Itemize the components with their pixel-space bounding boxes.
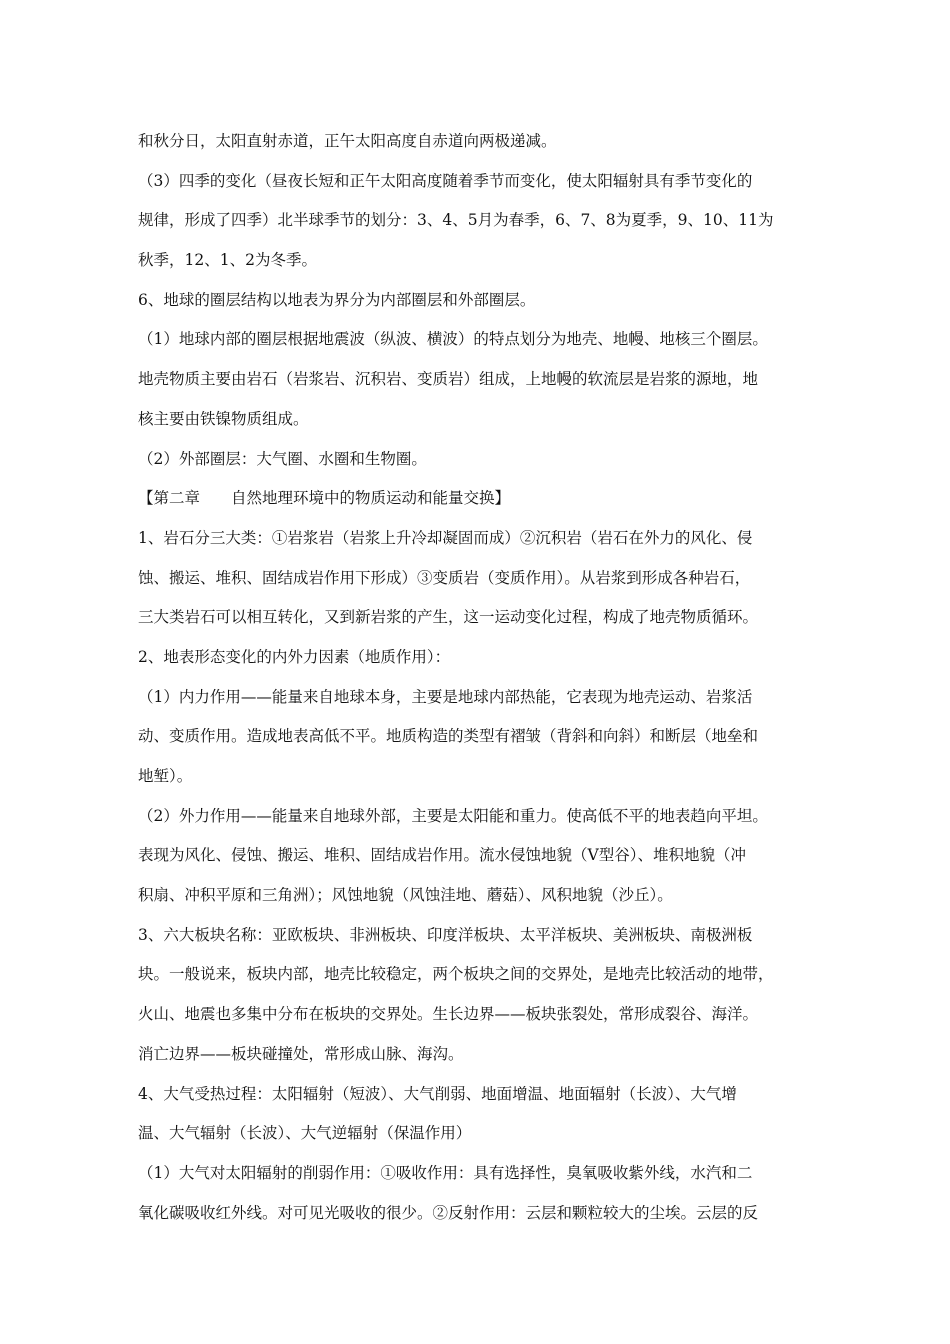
text-line: （1）内力作用——能量来自地球本身，主要是地球内部热能，它表现为地壳运动、岩浆活 — [138, 687, 753, 706]
text-line: 温、大气辐射（长波）、大气逆辐射（保温作用） — [138, 1124, 472, 1143]
text-line: 积扇、冲积平原和三角洲）；风蚀地貌（风蚀洼地、蘑菇）、风积地貌（沙丘）。 — [138, 886, 673, 905]
section-heading: 3、六大板块名称：亚欧板块、非洲板块、印度洋板块、太平洋板块、美洲板块、南极洲板 — [138, 925, 753, 944]
section-heading: 6、地球的圈层结构以地表为界分为内部圈层和外部圈层。 — [138, 290, 536, 309]
text-line: （2）外力作用——能量来自地球外部，主要是太阳能和重力。使高低不平的地表趋向平坦。 — [138, 806, 768, 825]
text-line: （3）四季的变化（昼夜长短和正午太阳高度随着季节而变化，使太阳辐射具有季节变化的 — [138, 171, 753, 190]
text-line: 核主要由铁镍物质组成。 — [138, 409, 309, 428]
text-line: 和秋分日，太阳直射赤道，正午太阳高度自赤道向两极递减。 — [138, 132, 557, 150]
section-heading: 2、地表形态变化的内外力因素（地质作用）： — [138, 647, 451, 666]
text-line: 秋季，12、1、2为冬季。 — [138, 251, 317, 270]
text-line: （1）大气对太阳辐射的削弱作用：①吸收作用：具有选择性，臭氧吸收紫外线，水汽和二 — [138, 1163, 753, 1182]
text-line: 三大类岩石可以相互转化，又到新岩浆的产生，这一运动变化过程，构成了地壳物质循环。 — [138, 608, 759, 627]
chapter-heading: 【第二章 自然地理环境中的物质运动和能量交换】 — [138, 489, 511, 508]
section-heading: 4、大气受热过程：太阳辐射（短波）、大气削弱、地面增温、地面辐射（长波）、大气增 — [138, 1084, 737, 1103]
text-line: 地壳物质主要由岩石（岩浆岩、沉积岩、变质岩）组成，上地幔的软流层是岩浆的源地，地 — [138, 370, 759, 389]
text-line: 块。一般说来，板块内部，地壳比较稳定，两个板块之间的交界处，是地壳比较活动的地带， — [138, 965, 774, 984]
text-line: 地堑）。 — [138, 767, 193, 785]
text-line: 氧化碳吸收红外线。对可见光吸收的很少。②反射作用：云层和颗粒较大的尘埃。云层的反 — [138, 1203, 759, 1222]
text-line: 表现为风化、侵蚀、搬运、堆积、固结成岩作用。流水侵蚀地貌（V型谷）、堆积地貌（冲 — [138, 846, 746, 865]
text-line: 规律，形成了四季）北半球季节的划分：3、4、5月为春季，6、7、8为夏季，9、10、11为 — [138, 211, 774, 230]
text-line: 火山、地震也多集中分布在板块的交界处。生长边界——板块张裂处，常形成裂谷、海洋。 — [138, 1005, 759, 1024]
text-line: 动、变质作用。造成地表高低不平。地质构造的类型有褶皱（背斜和向斜）和断层（地垒和 — [138, 727, 759, 746]
text-line: （1）地球内部的圈层根据地震波（纵波、横波）的特点划分为地壳、地幔、地核三个圈层。 — [138, 330, 768, 349]
section-heading: 1、岩石分三大类：①岩浆岩（岩浆上升冷却凝固而成）②沉积岩（岩石在外力的风化、侵 — [138, 528, 753, 547]
text-line: 消亡边界——板块碰撞处，常形成山脉、海沟。 — [138, 1044, 464, 1063]
text-line: （2）外部圈层：大气圈、水圈和生物圈。 — [138, 449, 427, 468]
text-line: 蚀、搬运、堆积、固结成岩作用下形成）③变质岩（变质作用）。从岩浆到形成各种岩石， — [138, 568, 751, 587]
document-body — [138, 122, 838, 1233]
